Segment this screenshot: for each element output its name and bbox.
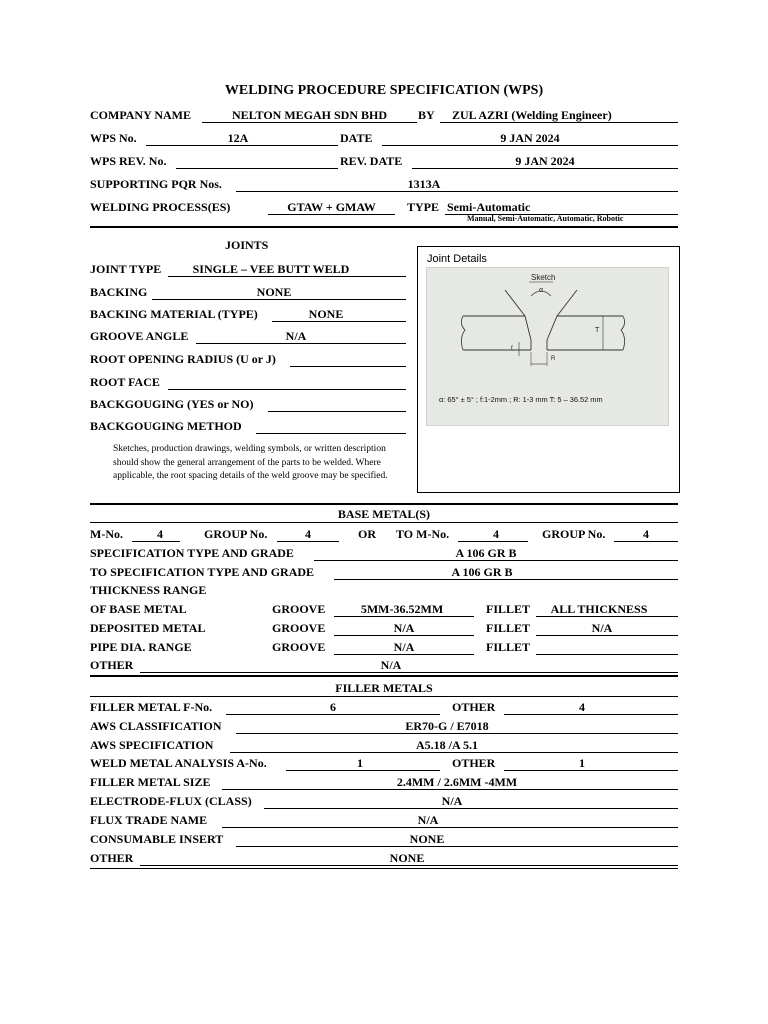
pipe-groove-label: GROOVE xyxy=(272,640,326,654)
groove-angle-value: N/A xyxy=(285,329,307,343)
base-groove-label: GROOVE xyxy=(272,602,326,616)
size-value: 2.4MM / 2.6MM -4MM xyxy=(396,775,518,789)
to-m-no-value: 4 xyxy=(493,527,499,541)
pipe-fillet-label: FILLET xyxy=(486,640,531,654)
backgouging-field xyxy=(268,396,406,412)
process-label: WELDING PROCESS(ES) xyxy=(90,200,231,214)
base-groove-value: 5MM-36.52MM xyxy=(360,602,444,616)
section-divider xyxy=(90,226,678,228)
aws-class-value: ER70-G / E7018 xyxy=(405,719,489,733)
wps-no-value: 12A xyxy=(227,131,249,145)
sketch-caption: α: 65° ± 5° ; f:1-2mm ; R: 1-3 mm T: 5 – 36.52 mm xyxy=(439,395,603,404)
backgouging-method-label: BACKGOUGING METHOD xyxy=(90,419,242,433)
flux-trade-label: FLUX TRADE NAME xyxy=(90,813,208,827)
page-title: WELDING PROCEDURE SPECIFICATION (WPS) xyxy=(224,83,544,98)
backing-material-value: NONE xyxy=(308,307,344,321)
joint-details-box xyxy=(417,246,680,493)
type-label: TYPE xyxy=(407,200,440,214)
filler-other-label: OTHER xyxy=(90,851,134,865)
backgouging-label: BACKGOUGING (YES or NO) xyxy=(90,397,254,411)
joints-heading: JOINTS xyxy=(225,238,269,252)
joint-sketch-drawing xyxy=(427,268,668,425)
dep-fillet-label: FILLET xyxy=(486,621,531,635)
wps-no-label: WPS No. xyxy=(90,131,137,145)
flux-trade-value: N/A xyxy=(417,813,439,827)
f-no-value: 6 xyxy=(330,700,336,714)
or-label: OR xyxy=(358,527,376,541)
groove-angle-label: GROOVE ANGLE xyxy=(90,329,189,343)
thickness-label: THICKNESS RANGE xyxy=(90,583,207,597)
section-divider xyxy=(90,675,678,677)
base-other-label: OTHER xyxy=(90,658,134,672)
analysis-value: 1 xyxy=(357,756,363,770)
f-other-label: OTHER xyxy=(452,700,496,714)
process-value: GTAW + GMAW xyxy=(287,200,376,214)
pipe-groove-value: N/A xyxy=(393,640,415,654)
base-other-value: N/A xyxy=(380,658,402,672)
joint-type-value: SINGLE – VEE BUTT WELD xyxy=(192,262,350,276)
by-label: BY xyxy=(418,108,435,122)
root-opening-label: ROOT OPENING RADIUS (U or J) xyxy=(90,352,276,366)
joint-type-label: JOINT TYPE xyxy=(90,262,162,276)
pipe-fillet-field xyxy=(536,639,678,655)
to-m-no-label: TO M-No. xyxy=(396,527,450,541)
base-metal-heading: BASE METAL(S) xyxy=(337,507,431,521)
rev-date-label: REV. DATE xyxy=(340,154,403,168)
group-label: GROUP No. xyxy=(204,527,268,541)
sketch-alpha: α xyxy=(539,287,544,294)
analysis-other-value: 1 xyxy=(579,756,585,770)
section-divider xyxy=(90,503,678,505)
by-value: ZUL AZRI (Welding Engineer) xyxy=(452,108,612,122)
root-face-field xyxy=(168,374,406,390)
base-fillet-value: ALL THICKNESS xyxy=(550,602,648,616)
joint-details-title: Joint Details xyxy=(427,253,487,265)
section-divider xyxy=(90,868,678,869)
section-divider xyxy=(90,522,678,523)
deposited-label: DEPOSITED METAL xyxy=(90,621,206,635)
filler-heading: FILLER METALS xyxy=(335,681,433,695)
root-face-label: ROOT FACE xyxy=(90,375,160,389)
joint-sketch-image xyxy=(426,267,669,426)
aws-spec-value: A5.18 /A 5.1 xyxy=(415,738,478,752)
sketch-t-label: T xyxy=(595,327,600,334)
wps-rev-label: WPS REV. No. xyxy=(90,154,167,168)
aws-class-label: AWS CLASSIFICATION xyxy=(90,719,222,733)
dep-fillet-value: N/A xyxy=(591,621,613,635)
company-label: COMPANY NAME xyxy=(90,108,191,122)
insert-label: CONSUMABLE INSERT xyxy=(90,832,224,846)
backing-material-label: BACKING MATERIAL (TYPE) xyxy=(90,307,258,321)
spec-value: A 106 GR B xyxy=(455,546,517,560)
to-spec-label: TO SPECIFICATION TYPE AND GRADE xyxy=(90,565,315,579)
backgouging-method-field xyxy=(256,418,406,434)
date-value: 9 JAN 2024 xyxy=(500,131,560,145)
f-no-label: FILLER METAL F-No. xyxy=(90,700,213,714)
spec-label: SPECIFICATION TYPE AND GRADE xyxy=(90,546,294,560)
analysis-label: WELD METAL ANALYSIS A-No. xyxy=(90,756,267,770)
group-value: 4 xyxy=(305,527,311,541)
flux-class-value: N/A xyxy=(441,794,463,808)
m-no-value: 4 xyxy=(157,527,163,541)
pipe-label: PIPE DIA. RANGE xyxy=(90,640,192,654)
size-label: FILLER METAL SIZE xyxy=(90,775,211,789)
insert-value: NONE xyxy=(409,832,445,846)
dep-groove-label: GROOVE xyxy=(272,621,326,635)
company-value: NELTON MEGAH SDN BHD xyxy=(231,108,388,122)
flux-class-label: ELECTRODE-FLUX (CLASS) xyxy=(90,794,252,808)
dep-groove-value: N/A xyxy=(393,621,415,635)
section-divider xyxy=(90,696,678,697)
filler-other-value: NONE xyxy=(389,851,425,865)
date-label: DATE xyxy=(340,131,373,145)
root-opening-field xyxy=(290,351,406,367)
rev-date-value: 9 JAN 2024 xyxy=(515,154,575,168)
sketch-r-label: R xyxy=(551,356,556,362)
aws-spec-label: AWS SPECIFICATION xyxy=(90,738,214,752)
m-no-label: M-No. xyxy=(90,527,123,541)
f-other-value: 4 xyxy=(579,700,585,714)
group2-label: GROUP No. xyxy=(542,527,606,541)
backing-value: NONE xyxy=(256,285,292,299)
pqr-label: SUPPORTING PQR Nos. xyxy=(90,177,222,191)
type-value: Semi-Automatic xyxy=(447,200,531,214)
to-spec-value: A 106 GR B xyxy=(451,565,513,579)
wps-rev-field xyxy=(176,153,338,169)
analysis-other-label: OTHER xyxy=(452,756,496,770)
backing-label: BACKING xyxy=(90,285,148,299)
sketch-label: Sketch xyxy=(531,273,556,282)
of-base-label: OF BASE METAL xyxy=(90,602,187,616)
type-options: Manual, Semi-Automatic, Automatic, Robotic xyxy=(467,214,624,223)
sketch-f-label: f xyxy=(511,346,513,352)
base-fillet-label: FILLET xyxy=(486,602,531,616)
group2-value: 4 xyxy=(643,527,649,541)
joint-sketch-note: Sketches, production drawings, welding symbols, or written description should show the general arrangement of the parts to be welded. Where applicable, the root spacing details of the weld groove may be specified. xyxy=(113,444,388,481)
pqr-value: 1313A xyxy=(407,177,441,191)
